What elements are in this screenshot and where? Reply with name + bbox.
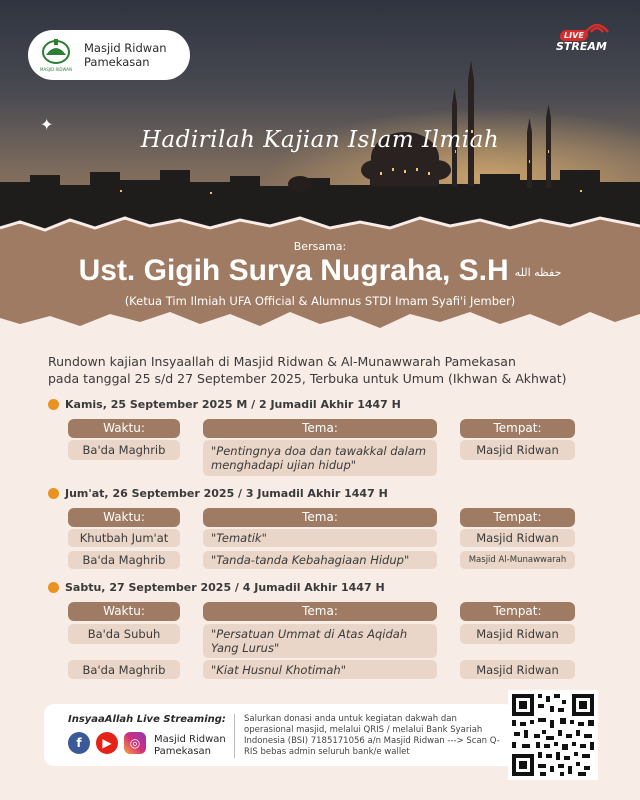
brand-badge [28,30,190,80]
footer-card [44,704,514,766]
session-waktu: Ba'da Maghrib [68,440,180,460]
social-links [68,732,146,754]
live-label: LIVE [559,30,589,41]
session-tempat: Masjid Al-Munawwarah [460,551,575,569]
hero-banner [0,0,640,240]
rundown-intro-line1: Rundown kajian Insyaallah di Masjid Ridwan & Al-Munawwarah Pamekasan [48,354,516,369]
live-stream-badge [554,20,618,54]
speaker-name [0,254,640,288]
session-tema: "Persatuan Ummat di Atas Aqidah Yang Lurus" [203,624,437,658]
session-tempat: Masjid Ridwan [460,624,575,644]
header-tempat: Tempat: [460,602,575,621]
day-date: Sabtu, 27 September 2025 / 4 Jumadil Akhir 1447 H [65,581,385,594]
header-tema: Tema: [203,602,437,621]
header-waktu: Waktu: [68,602,180,621]
brand-name [84,41,167,69]
youtube-icon[interactable]: ▶ [96,732,118,754]
rundown-intro-line2: pada tanggal 25 s/d 27 September 2025, Terbuka untuk Umum (Ikhwan & Akhwat) [48,371,567,386]
session-tempat: Masjid Ridwan [460,660,575,679]
header-waktu: Waktu: [68,419,180,438]
header-tema: Tema: [203,508,437,527]
stream-label: STREAM [556,40,607,53]
bullet-dot-icon [48,399,59,410]
donation-text: Salurkan donasi anda untuk kegiatan dakwah dan operasional masjid, melalui QRIS / melalui Bank Syariah Indonesia (BSI) 7185171056 a/n Masjid Ridwan ---> Scan Q-RIS bebas admin seluruh bank/e wallet [244,714,500,757]
speaker-honorific: حفظه الله [514,265,562,279]
qr-code-icon[interactable] [508,690,598,780]
session-tema: "Tanda-tanda Kebahagiaan Hidup" [203,551,437,569]
day-date: Kamis, 25 September 2025 M / 2 Jumadil Akhir 1447 H [65,398,401,411]
footer-divider [234,714,235,758]
rundown-intro [48,353,608,387]
instagram-icon[interactable]: ◎ [124,732,146,754]
channel-name-line1: Masjid Ridwan [154,734,226,745]
channel-name-line2: Pamekasan [154,746,212,757]
header-tempat: Tempat: [460,508,575,527]
session-tema: "Tematik" [203,529,437,547]
day-heading [48,398,401,411]
speaker-role: (Ketua Tim Ilmiah UFA Official & Alumnus STDI Imam Syafi'i Jember) [124,294,516,308]
sparkle-icon: ✦ [40,115,54,134]
session-waktu: Ba'da Subuh [68,624,180,644]
logo-caption: MASJID RIDWAN [40,67,72,72]
day-heading [48,581,385,594]
session-waktu: Khutbah Jum'at [68,529,180,547]
hero-script-title: Hadirilah Kajian Islam Ilmiah [140,127,500,153]
session-tema: "Kiat Husnul Khotimah" [203,660,437,679]
mosque-logo-icon [36,35,76,75]
day-heading [48,487,388,500]
session-waktu: Ba'da Maghrib [68,551,180,569]
bullet-dot-icon [48,582,59,593]
facebook-icon[interactable]: f [68,732,90,754]
header-waktu: Waktu: [68,508,180,527]
channel-name [154,734,226,758]
speaker-intro: Bersama: [293,240,347,253]
session-tempat: Masjid Ridwan [460,529,575,547]
header-tempat: Tempat: [460,419,575,438]
bullet-dot-icon [48,488,59,499]
streaming-title: InsyaaAllah Live Streaming: [68,714,226,725]
day-date: Jum'at, 26 September 2025 / 3 Jumadil Akhir 1447 H [65,487,388,500]
header-tema: Tema: [203,419,437,438]
speaker-name-text: Ust. Gigih Surya Nugraha, S.H [78,254,509,287]
brand-name-line2: Pamekasan [84,55,150,69]
session-tema: "Pentingnya doa dan tawakkal dalam menghadapi ujian hidup" [203,440,437,476]
session-tempat: Masjid Ridwan [460,440,575,460]
brand-name-line1: Masjid Ridwan [84,41,167,55]
session-waktu: Ba'da Maghrib [68,660,180,679]
